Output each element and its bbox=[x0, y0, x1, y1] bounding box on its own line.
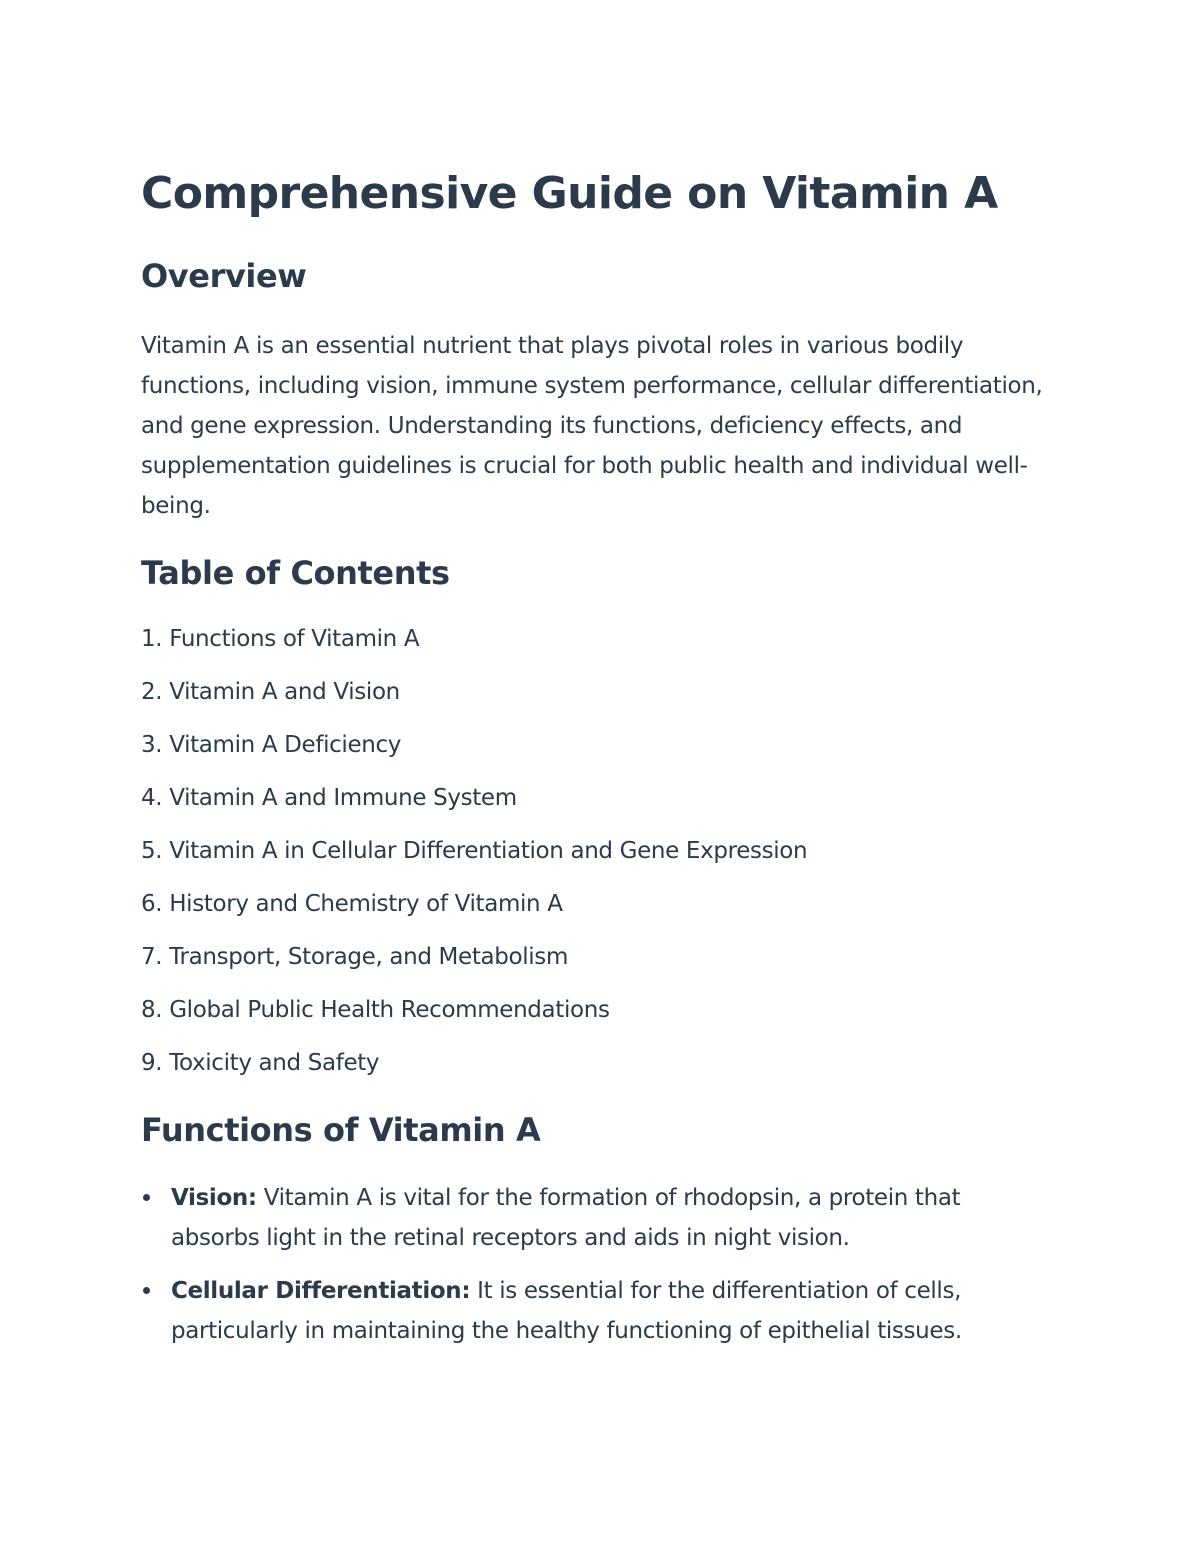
list-item-term: Vision: bbox=[171, 1185, 257, 1211]
list-item-term: Cellular Differentiation: bbox=[171, 1278, 471, 1304]
functions-heading: Functions of Vitamin A bbox=[141, 1111, 541, 1149]
list-item bbox=[141, 1178, 1046, 1258]
overview-heading: Overview bbox=[141, 257, 307, 295]
list-item bbox=[141, 1271, 1046, 1351]
list-item-text: It is essential for the differentiation of cells, particularly in maintaining the healthy functioning of epithelial tissues. bbox=[171, 1278, 962, 1344]
toc-item-4: 4. Vitamin A and Immune System bbox=[141, 785, 517, 811]
functions-list bbox=[141, 1178, 1046, 1364]
toc-item-1: 1. Functions of Vitamin A bbox=[141, 626, 420, 652]
toc-item-6: 6. History and Chemistry of Vitamin A bbox=[141, 891, 563, 917]
toc-item-2: 2. Vitamin A and Vision bbox=[141, 679, 400, 705]
list-item-text: Vitamin A is vital for the formation of rhodopsin, a protein that absorbs light in the retinal receptors and aids in night vision. bbox=[171, 1185, 961, 1251]
toc-item-7: 7. Transport, Storage, and Metabolism bbox=[141, 944, 568, 970]
toc-item-9: 9. Toxicity and Safety bbox=[141, 1050, 380, 1076]
toc-heading: Table of Contents bbox=[141, 554, 450, 592]
document-title: Comprehensive Guide on Vitamin A bbox=[141, 168, 998, 219]
bullet-icon bbox=[143, 1287, 150, 1294]
table-of-contents bbox=[141, 620, 807, 1097]
toc-item-3: 3. Vitamin A Deficiency bbox=[141, 732, 402, 758]
overview-paragraph: Vitamin A is an essential nutrient that plays pivotal roles in various bodily functions, including vision, immune system performance, cellular differentiation, and gene expression. Understanding its functions, deficiency effects, and supplementation guidelines is crucial for both public health and individual well-being. bbox=[141, 333, 1043, 519]
toc-item-8: 8. Global Public Health Recommendations bbox=[141, 997, 610, 1023]
toc-item-5: 5. Vitamin A in Cellular Differentiation and Gene Expression bbox=[141, 838, 808, 864]
bullet-icon bbox=[143, 1194, 150, 1201]
